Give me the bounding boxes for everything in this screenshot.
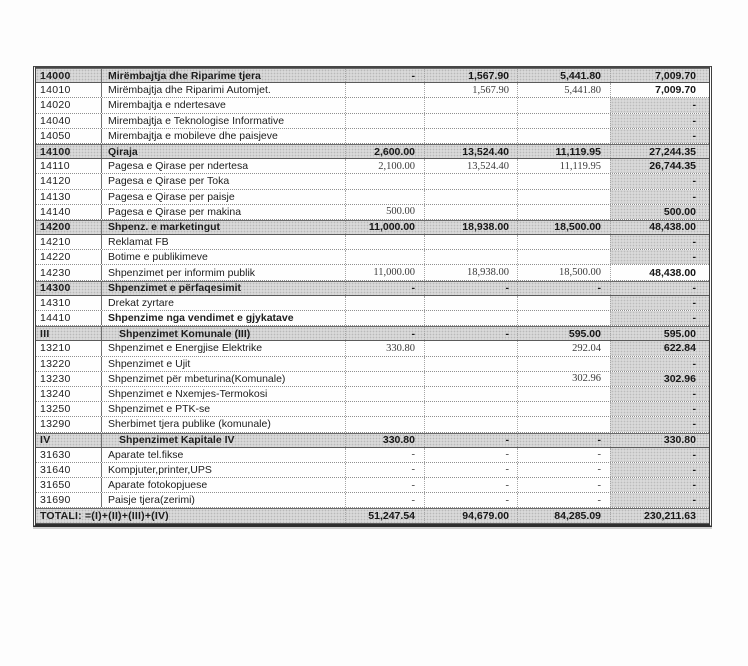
value-cell-2 — [424, 357, 517, 371]
value-cell-4: 230,211.63 — [610, 509, 709, 522]
value-cell-2 — [424, 174, 517, 188]
code-cell: 14010 — [36, 83, 102, 97]
description-cell: Shpenz. e marketingut — [108, 221, 221, 234]
value-cell-4: 595.00 — [610, 327, 709, 340]
value-cell-3 — [517, 296, 610, 310]
value-cell-3 — [517, 205, 610, 219]
code-cell: 14040 — [36, 114, 102, 128]
value-cell-3: - — [517, 448, 610, 462]
table-row — [36, 433, 709, 448]
table-row — [36, 341, 709, 356]
value-cell-4: 500.00 — [610, 205, 709, 219]
value-cell-4: - — [610, 463, 709, 477]
code-cell: 14120 — [36, 174, 102, 188]
description-cell: Pagesa e Qirase per makina — [108, 205, 242, 218]
value-cell-3 — [517, 190, 610, 204]
description-cell: Aparate fotokopjuese — [108, 479, 208, 492]
value-cell-4: 7,009.70 — [610, 69, 709, 82]
value-cell-1: - — [345, 478, 424, 492]
code-cell: 13220 — [36, 357, 102, 371]
value-cell-3 — [517, 250, 610, 264]
total-label-cell: TOTALI: =(I)+(II)+(III)+(IV) — [40, 510, 169, 523]
value-cell-1 — [345, 357, 424, 371]
value-cell-2: - — [424, 282, 517, 295]
value-cell-4: 48,438.00 — [610, 221, 709, 234]
value-cell-4: - — [610, 190, 709, 204]
code-cell: 14130 — [36, 190, 102, 204]
description-cell: Shpenzimet e përfaqesimit — [108, 282, 242, 295]
description-cell: Mirembajtja e mobileve dhe paisjeve — [108, 129, 278, 142]
table-row — [36, 114, 709, 129]
code-cell: 14140 — [36, 205, 102, 219]
code-cell: 14210 — [36, 235, 102, 249]
description-cell: Shpenzimet e Energjise Elektrike — [108, 342, 263, 355]
table-row — [36, 311, 709, 326]
description-cell: Mirembajtja e Teknologise Informative — [108, 114, 285, 127]
value-cell-1: 2,100.00 — [345, 159, 424, 173]
description-cell: Reklamat FB — [108, 236, 169, 249]
description-cell: Mirembajtja e ndertesave — [108, 99, 226, 112]
code-cell: 14110 — [36, 159, 102, 173]
value-cell-2 — [424, 190, 517, 204]
description-cell: Mirëmbajtja dhe Riparimi Automjet. — [108, 84, 271, 97]
value-cell-2 — [424, 296, 517, 310]
description-cell: Shpenzimet e PTK-se — [108, 403, 211, 416]
table-row — [36, 493, 709, 508]
table-row — [36, 357, 709, 372]
value-cell-4: - — [610, 129, 709, 143]
value-cell-3: 18,500.00 — [517, 221, 610, 234]
value-cell-2: - — [424, 448, 517, 462]
value-cell-4: - — [610, 311, 709, 325]
value-cell-2 — [424, 98, 517, 112]
value-cell-3: - — [517, 434, 610, 447]
table-row — [36, 144, 709, 159]
value-cell-1 — [345, 417, 424, 431]
value-cell-3: 84,285.09 — [517, 509, 610, 522]
value-cell-4: - — [610, 402, 709, 416]
value-cell-1 — [345, 174, 424, 188]
value-cell-2 — [424, 114, 517, 128]
value-cell-4: - — [610, 114, 709, 128]
description-cell: Mirëmbajtja dhe Riparime tjera — [108, 69, 261, 82]
value-cell-3: - — [517, 282, 610, 295]
value-cell-3 — [517, 417, 610, 431]
value-cell-4: 48,438.00 — [610, 265, 709, 279]
code-cell: 14100 — [36, 145, 102, 158]
description-cell: Kompjuter,printer,UPS — [108, 463, 212, 476]
value-cell-1 — [345, 129, 424, 143]
table-row — [36, 387, 709, 402]
code-cell: 13240 — [36, 387, 102, 401]
value-cell-1 — [345, 311, 424, 325]
value-cell-1: 330.80 — [345, 434, 424, 447]
table-row — [36, 83, 709, 98]
value-cell-2 — [424, 387, 517, 401]
table-row — [36, 478, 709, 493]
value-cell-3: - — [517, 463, 610, 477]
code-cell: 31650 — [36, 478, 102, 492]
code-cell: 31630 — [36, 448, 102, 462]
value-cell-4: 622.84 — [610, 341, 709, 355]
table-row — [36, 448, 709, 463]
value-cell-1 — [345, 190, 424, 204]
value-cell-3: 18,500.00 — [517, 265, 610, 279]
description-cell: Shpenzimet Kapitale IV — [119, 434, 235, 447]
value-cell-2: 13,524.40 — [424, 145, 517, 158]
value-cell-1: - — [345, 69, 424, 82]
table-row — [36, 296, 709, 311]
value-cell-1: 2,600.00 — [345, 145, 424, 158]
table-row — [36, 417, 709, 432]
table-row — [36, 372, 709, 387]
code-cell: 14410 — [36, 311, 102, 325]
code-cell: 31690 — [36, 493, 102, 507]
value-cell-3 — [517, 235, 610, 249]
table-row — [36, 205, 709, 220]
value-cell-3 — [517, 357, 610, 371]
code-cell: 14300 — [36, 282, 102, 295]
table-row — [36, 235, 709, 250]
table-row — [36, 265, 709, 280]
value-cell-4: - — [610, 417, 709, 431]
value-cell-4: - — [610, 448, 709, 462]
value-cell-3: 595.00 — [517, 327, 610, 340]
value-cell-4: 330.80 — [610, 434, 709, 447]
value-cell-3: 302.96 — [517, 372, 610, 386]
value-cell-2 — [424, 341, 517, 355]
value-cell-1 — [345, 235, 424, 249]
value-cell-4: - — [610, 493, 709, 507]
code-cell: III — [36, 327, 102, 340]
value-cell-2: 18,938.00 — [424, 221, 517, 234]
value-cell-1: 11,000.00 — [345, 265, 424, 279]
value-cell-2 — [424, 311, 517, 325]
value-cell-2: - — [424, 434, 517, 447]
budget-table — [33, 66, 712, 527]
value-cell-3 — [517, 129, 610, 143]
value-cell-2 — [424, 372, 517, 386]
code-cell: 13250 — [36, 402, 102, 416]
value-cell-3: - — [517, 493, 610, 507]
description-cell: Pagesa e Qirase per Toka — [108, 175, 230, 188]
value-cell-4: - — [610, 387, 709, 401]
value-cell-1 — [345, 402, 424, 416]
table-row — [36, 68, 709, 83]
value-cell-4: 7,009.70 — [610, 83, 709, 97]
code-cell: 14020 — [36, 98, 102, 112]
value-cell-1: - — [345, 448, 424, 462]
value-cell-1: - — [345, 282, 424, 295]
value-cell-1 — [345, 372, 424, 386]
table-row — [36, 463, 709, 478]
value-cell-2: 94,679.00 — [424, 509, 517, 522]
table-row — [36, 174, 709, 189]
value-cell-1: - — [345, 493, 424, 507]
value-cell-4: - — [610, 357, 709, 371]
value-cell-3 — [517, 174, 610, 188]
description-cell: Qiraja — [108, 145, 138, 158]
value-cell-1: - — [345, 327, 424, 340]
value-cell-3: 5,441.80 — [517, 69, 610, 82]
value-cell-4: - — [610, 235, 709, 249]
description-cell: Botime e publikimeve — [108, 251, 208, 264]
table-row — [36, 98, 709, 113]
code-cell: 31640 — [36, 463, 102, 477]
value-cell-2 — [424, 205, 517, 219]
value-cell-4: 302.96 — [610, 372, 709, 386]
description-cell: Shpenzimet për mbeturina(Komunale) — [108, 372, 286, 385]
value-cell-4: - — [610, 296, 709, 310]
value-cell-2: - — [424, 493, 517, 507]
value-cell-3 — [517, 114, 610, 128]
description-cell: Drekat zyrtare — [108, 296, 174, 309]
code-cell: 13210 — [36, 341, 102, 355]
code-cell: 13230 — [36, 372, 102, 386]
value-cell-2: - — [424, 463, 517, 477]
value-cell-4: - — [610, 282, 709, 295]
value-cell-1 — [345, 387, 424, 401]
value-cell-2: 1,567.90 — [424, 69, 517, 82]
description-cell: Pagesa e Qirase per ndertesa — [108, 160, 249, 173]
code-cell: 14220 — [36, 250, 102, 264]
code-cell: 13290 — [36, 417, 102, 431]
value-cell-1 — [345, 296, 424, 310]
value-cell-3: 5,441.80 — [517, 83, 610, 97]
value-cell-1: 11,000.00 — [345, 221, 424, 234]
table-row — [36, 190, 709, 205]
value-cell-1: - — [345, 463, 424, 477]
table-row — [36, 281, 709, 296]
description-cell: Shpenzimet Komunale (III) — [119, 327, 251, 340]
table-row — [36, 250, 709, 265]
value-cell-3: 292.04 — [517, 341, 610, 355]
value-cell-3: 11,119.95 — [517, 159, 610, 173]
value-cell-2 — [424, 250, 517, 264]
value-cell-2: 1,567.90 — [424, 83, 517, 97]
value-cell-1 — [345, 83, 424, 97]
code-cell: 14200 — [36, 221, 102, 234]
code-cell: IV — [36, 434, 102, 447]
value-cell-4: 27,244.35 — [610, 145, 709, 158]
value-cell-3 — [517, 402, 610, 416]
value-cell-3: - — [517, 478, 610, 492]
code-cell: 14000 — [36, 69, 102, 82]
description-cell: Shpenzimet e Ujit — [108, 357, 191, 370]
table-row — [36, 326, 709, 341]
table-row — [36, 129, 709, 144]
value-cell-2 — [424, 129, 517, 143]
value-cell-1 — [345, 98, 424, 112]
value-cell-1: 51,247.54 — [345, 509, 424, 522]
value-cell-3 — [517, 98, 610, 112]
total-row — [36, 508, 709, 523]
value-cell-2: 18,938.00 — [424, 265, 517, 279]
description-cell: Sherbimet tjera publike (komunale) — [108, 418, 271, 431]
value-cell-1 — [345, 250, 424, 264]
value-cell-1: 500.00 — [345, 205, 424, 219]
code-cell: 14230 — [36, 265, 102, 279]
value-cell-4: - — [610, 174, 709, 188]
value-cell-1 — [345, 114, 424, 128]
value-cell-4: - — [610, 250, 709, 264]
description-cell: Pagesa e Qirase per paisje — [108, 190, 235, 203]
description-cell: Aparate tel.fikse — [108, 448, 184, 461]
table-row — [36, 159, 709, 174]
description-cell: Shpenzimet per informim publik — [108, 266, 256, 279]
value-cell-1: 330.80 — [345, 341, 424, 355]
table-row — [36, 402, 709, 417]
value-cell-2 — [424, 417, 517, 431]
value-cell-2 — [424, 235, 517, 249]
value-cell-4: - — [610, 98, 709, 112]
description-cell: Paisje tjera(zerimi) — [108, 494, 195, 507]
value-cell-3 — [517, 311, 610, 325]
value-cell-4: 26,744.35 — [610, 159, 709, 173]
value-cell-2: - — [424, 327, 517, 340]
value-cell-2: - — [424, 478, 517, 492]
value-cell-2 — [424, 402, 517, 416]
code-cell: 14310 — [36, 296, 102, 310]
value-cell-3 — [517, 387, 610, 401]
value-cell-2: 13,524.40 — [424, 159, 517, 173]
code-cell: 14050 — [36, 129, 102, 143]
description-cell: Shpenzime nga vendimet e gjykatave — [108, 312, 294, 325]
description-cell: Shpenzimet e Nxemjes-Termokosi — [108, 388, 268, 401]
value-cell-3: 11,119.95 — [517, 145, 610, 158]
table-row — [36, 220, 709, 235]
value-cell-4: - — [610, 478, 709, 492]
